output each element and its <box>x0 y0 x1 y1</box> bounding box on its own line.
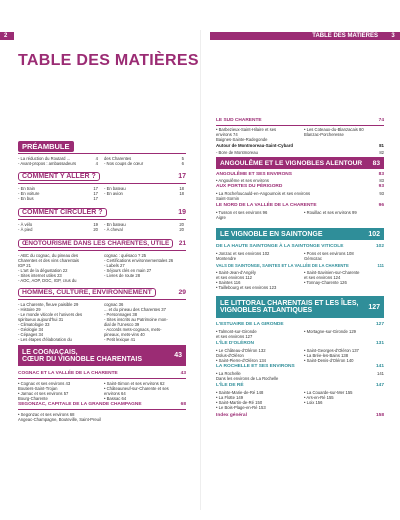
divider <box>216 125 384 126</box>
section-comment-y-aller[interactable]: COMMENT Y ALLER ? 17 <box>18 171 186 182</box>
right-page-number: 3 <box>391 33 395 39</box>
sub-cognac-vallee[interactable]: COGNAC ET LA VALLÉE DE LA CHARENTE 43 <box>18 371 186 376</box>
vals-list-left: • Saint-Jean-d'Angély et ses environs 112 • Saintes 116 • Taillebourg et ses environs 123 <box>216 270 277 290</box>
sub-nord-vallee[interactable]: LE NORD DE LA VALLÉE DE LA CHARENTE 96 <box>216 203 384 208</box>
perigord-item: • La Rochefoucauld-en-Angoumois et ses environs 93 Saint-Sornin <box>216 191 384 201</box>
nord-list-right: • Rouillac et ses environs 99 <box>304 210 357 215</box>
cognac-list-left: • Cognac et ses environs 43 Boutiers-Saint-Trojan • Jarnac et ses environs 57 Bourg-Charente <box>18 381 71 401</box>
section-comment-circuler[interactable]: COMMENT CIRCULER ? 19 <box>18 207 186 218</box>
chapter-angouleme[interactable]: ANGOULÊME ET LE VIGNOBLES ALENTOUR 83 <box>216 157 384 169</box>
section-preambule[interactable]: PRÉAMBULE <box>18 140 186 152</box>
left-page-number: 2 <box>4 33 8 39</box>
sub-sud-charente[interactable]: LE SUD CHARENTE 74 <box>216 118 384 123</box>
sub-la-rochelle[interactable]: LA ROCHELLE ET SES ENVIRONS 141 <box>216 364 384 369</box>
vals-list-right: • Saint-Savinien-sur-Charente et ses environs 124 • Tonnay-Charente 126 <box>304 270 360 285</box>
autour-montmoreau[interactable]: Autour de Montmoreau-Saint-Cybard 81 <box>216 143 384 148</box>
sud-list-right: • Les Coteaux-du-Blanzacais 80 Blanzac-Porcheresse <box>304 127 364 137</box>
hommes-list-right: cognac 36 ... et du pineau des Charentes 37 - Personnages 38 - Sites inscrits au Patrimoine mon- dial de l'Unesco 39 - Accords mets-cognacs, mets- pineaux, mets-vins 40 - Petit lexique 41 <box>104 302 168 342</box>
haute-list-left: • Jonzac et ses environs 102 Montendre <box>216 251 270 261</box>
estuaire-list-left: • Talmont-sur-Gironde et ses environs 127 <box>216 329 257 339</box>
sub-segonzac[interactable]: SEGONZAC, CAPITALE DE LA GRANDE CHAMPAGNE 68 <box>18 402 186 407</box>
preambule-list-right: des Charentes 5 - Nos coups de cœur 6 <box>104 156 184 166</box>
sud-list-left: • Barbezieux-Saint-Hilaire et ses environs 74 Baignes-Sainte-Radegonde <box>216 127 277 142</box>
index-general[interactable]: Index général 158 <box>216 413 384 418</box>
sub-ile-de-re[interactable]: L'ÎLE DE RÉ 147 <box>216 383 384 388</box>
oleron-list-left: • Le Château-d'Oléron 132 Dolus-d'Oléron • Saint-Pierre-d'Oléron 134 <box>216 348 266 363</box>
divider <box>18 378 186 379</box>
chapter-littoral[interactable]: LE LITTORAL CHARENTAIS ET LES ÎLES, VIGNOBLES ATLANTIQUES 127 <box>216 296 384 318</box>
divider <box>18 183 186 184</box>
sub-oleron[interactable]: L'ÎLE D'OLÉRON 131 <box>216 341 384 346</box>
chapter-cognacais[interactable]: LE COGNAÇAIS, CŒUR DU VIGNOBLE CHARENTAIS 43 <box>18 345 186 366</box>
sub-haute-saintonge[interactable]: DE LA HAUTE SAINTONGE À LA SAINTONGE VITICOLE 102 <box>216 244 384 249</box>
aller-list-left: - En train 17 - En voiture 17 - En bus 17 <box>18 186 98 201</box>
bore-item: - Bore de Montmoreau 82 <box>216 150 384 155</box>
divider <box>18 299 186 300</box>
haute-list-right: • Pons et ses environs 108 Gémozac <box>304 251 354 261</box>
circuler-list-right: - En bateau 20 - À cheval 20 <box>104 222 184 232</box>
cognac-list-right: • Saint-Simon et ses environs 62 • Châteauneuf-sur-Charente et ses environs 64 • Bassac 64 <box>104 381 169 401</box>
sub-angouleme[interactable]: ANGOULÊME ET SES ENVIRONS 83 <box>216 172 384 177</box>
sub-vals-saintonge[interactable]: VALS DE SAINTONGE, SAINTES ET LA VALLÉE DE LA CHARENTE 111 <box>216 263 384 268</box>
oeno-list-right: cognac : quésaco ? 25 - Certifications environnementales 26 - Labels 27 - Séjours clés en main 27 - Livres de route 28 <box>104 253 174 278</box>
nord-list-left: • Tusson et ses environs 96 Aigre <box>216 210 268 220</box>
sub-estuaire[interactable]: L'ESTUAIRE DE LA GIRONDE 127 <box>216 322 384 327</box>
oleron-list-right: • Saint-Georges-d'Oléron 137 • La Brée-les-Bains 138 • Saint-Denis-d'Oléron 140 <box>304 348 359 363</box>
divider <box>18 409 186 410</box>
estuaire-list-right: • Mortagne-sur-Gironde 129 <box>304 329 356 334</box>
gutter <box>200 30 201 510</box>
aller-list-right: - En bateau 18 - En avion 18 <box>104 186 184 196</box>
divider <box>18 250 186 251</box>
rochelle-list: • La Rochelle 141 Dans les environs de La Rochelle <box>216 371 384 381</box>
chapter-saintonge[interactable]: LE VIGNOBLE EN SAINTONGE 102 <box>216 228 384 240</box>
oeno-list-left: - ABC du cognac, du pineau des Charentes et des vins charentais IGP 21 - L'art de la dégustation 22 - Sites internet utiles 23 - AOC, AOP, DGC, IGP, crus du <box>18 253 79 283</box>
re-list-right: • La Couarde-sur-Mer 155 • Ars-en-Ré 155 • Loix 156 <box>304 390 353 405</box>
sub-perigord[interactable]: AUX PORTES DU PÉRIGORD 93 <box>216 184 384 189</box>
re-list-left: • Sainte-Marie-de-Ré 148 • La Flotte 149 • Saint-Martin-de-Ré 150 • Le Bois-Plage-en-Ré 153 <box>216 390 266 410</box>
section-oenotourisme[interactable]: ŒNOTOURISME DANS LES CHARENTES, UTILE 21 <box>18 238 186 249</box>
section-hommes-culture[interactable]: HOMMES, CULTURE, ENVIRONNEMENT 29 <box>18 287 186 298</box>
circuler-list-left: - À vélo 19 - À pied 20 <box>18 222 98 232</box>
preambule-list-left: - La réduction du Routard ... 4 - Avant-propos : ambassadeurs 4 <box>18 156 98 166</box>
page-title: TABLE DES MATIÈRES <box>18 52 199 69</box>
divider <box>18 153 186 154</box>
angouleme-item: • Angoulême et ses environs 83 <box>216 178 384 183</box>
running-head: TABLE DES MATIÈRES <box>312 33 378 39</box>
divider <box>18 219 186 220</box>
hommes-list-left: - La Charente, fleuve paisible 29 - Histoire 29 - Le monde viticole et l'univers des spiritueux aujourd'hui 31 - Climatologie 33 - Géologie 34 - Cépages 34 - Les étapes d'élaboration du <box>18 302 83 342</box>
segonzac-list: • Segonzac et ses environs 68 Angeac-Champagne, Bouteville, Saint-Preuil <box>18 412 101 422</box>
